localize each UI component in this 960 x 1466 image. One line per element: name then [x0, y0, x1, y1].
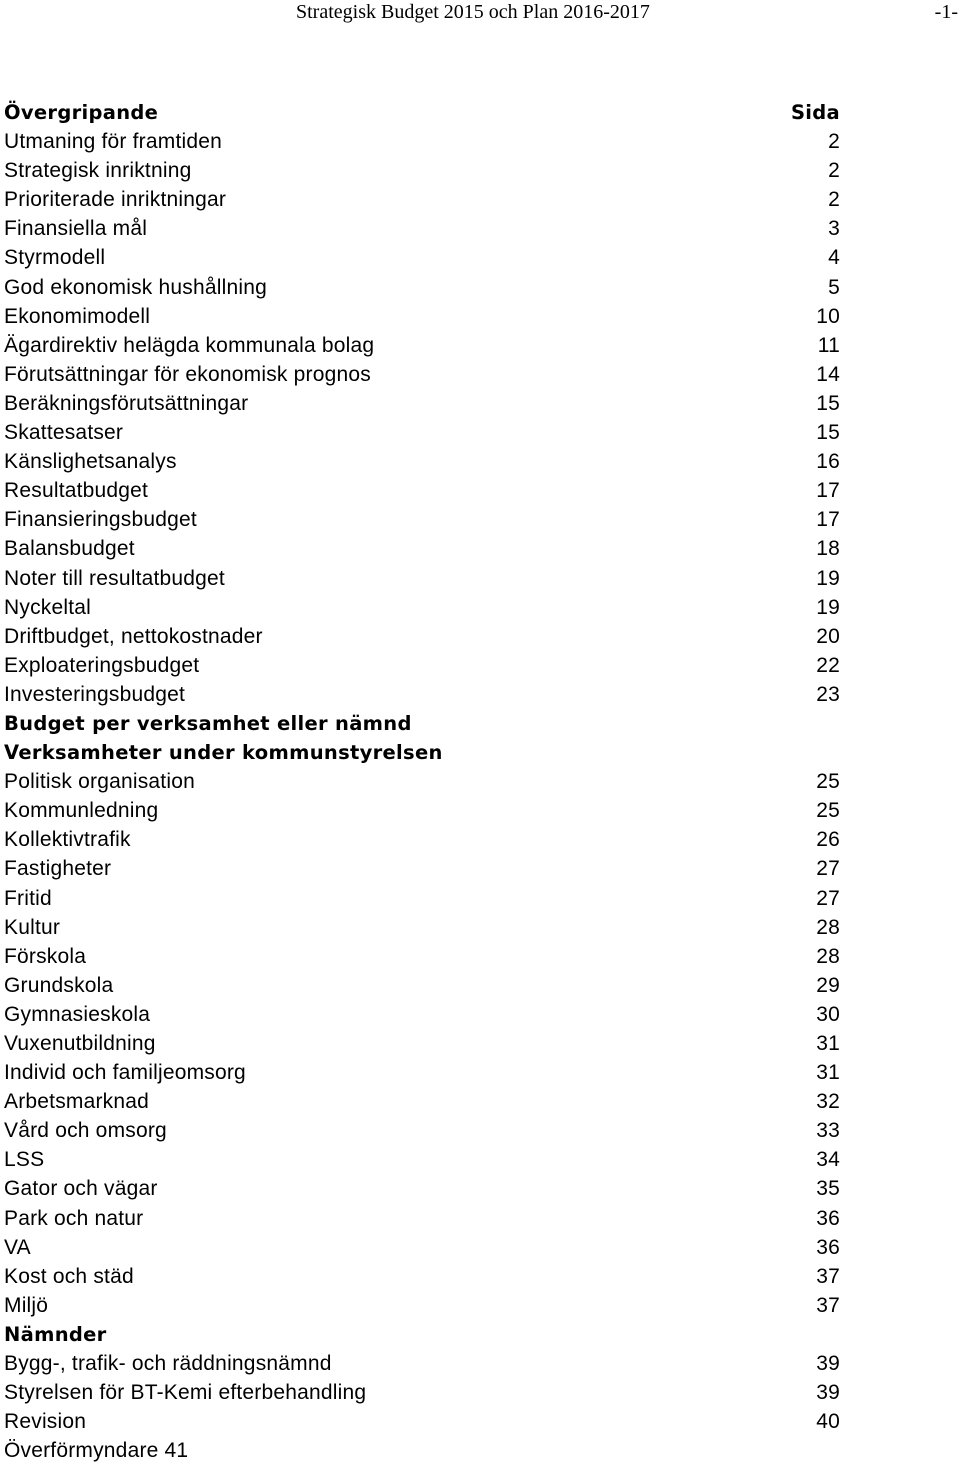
toc-entry-page: 23: [816, 682, 840, 706]
toc-entry-page: 5: [828, 275, 840, 299]
toc-entry-page: 2: [828, 188, 840, 212]
toc-entry-page: 28: [816, 944, 840, 968]
toc-entry: [4, 651, 840, 680]
toc-entry: [4, 389, 840, 418]
toc-entry-label: Finansieringsbudget: [4, 508, 197, 532]
toc-entry-page: 30: [816, 1002, 840, 1026]
toc-entry-label: Arbetsmarknad: [4, 1090, 149, 1114]
toc-entry: [4, 185, 840, 214]
toc-entry-label: VA: [4, 1235, 31, 1259]
toc-section-heading: [4, 1320, 840, 1349]
toc-entry: [4, 1000, 840, 1029]
toc-entry: [4, 418, 840, 447]
toc-entry-label: Ägardirektiv helägda kommunala bolag: [4, 333, 375, 357]
toc-entry: [4, 1087, 840, 1116]
document-title: Strategisk Budget 2015 och Plan 2016-2017: [296, 1, 650, 23]
toc-entry-page: 29: [816, 973, 840, 997]
toc-entry-page: 33: [816, 1119, 840, 1143]
toc-entry-label: Balansbudget: [4, 537, 135, 561]
toc-entry-page: 25: [816, 799, 840, 823]
toc-entry-page: 16: [816, 450, 840, 474]
toc-entry-page: 17: [816, 479, 840, 503]
page-number: -1-: [934, 1, 958, 23]
toc-entry-page: 4: [828, 246, 840, 270]
toc-entry-label: Förskola: [4, 944, 87, 968]
toc-entry: [4, 825, 840, 854]
toc-entry: [4, 971, 840, 1000]
toc-entry-label: Övergripande: [4, 101, 159, 124]
toc-entry: [4, 1262, 840, 1291]
toc-entry: [4, 913, 840, 942]
toc-entry: [4, 273, 840, 302]
toc-entry-page: 39: [816, 1381, 840, 1405]
toc-entry-label: Kost och städ: [4, 1264, 134, 1288]
toc-entry-label: Styrmodell: [4, 246, 106, 270]
toc-entry-label: Styrelsen för BT-Kemi efterbehandling: [4, 1381, 367, 1405]
toc-entry-label: Park och natur: [4, 1206, 144, 1230]
toc-entry: [4, 156, 840, 185]
toc-entry-page: 14: [816, 362, 840, 386]
toc-entry: [4, 214, 840, 243]
toc-entry: [4, 1116, 840, 1145]
toc-entry-label: Skattesatser: [4, 421, 124, 445]
toc-entry-label: LSS: [4, 1148, 45, 1172]
toc-entry: [4, 680, 840, 709]
toc-entry-page: 2: [828, 159, 840, 183]
toc-entry: [4, 593, 840, 622]
toc-section-heading: [4, 738, 840, 767]
toc-entry: [4, 564, 840, 593]
toc-entry: [4, 302, 840, 331]
toc-entry: [4, 447, 840, 476]
toc-entry-page: 19: [816, 566, 840, 590]
toc-entry-page: 22: [816, 653, 840, 677]
toc-entry-page: 19: [816, 595, 840, 619]
toc-entry-page: 31: [816, 1032, 840, 1055]
toc-entry-label: Vuxenutbildning: [4, 1032, 156, 1055]
toc-entry-label: Politisk organisation: [4, 770, 195, 794]
toc-entry: [4, 331, 840, 360]
toc-entry-label: Nyckeltal: [4, 595, 91, 619]
toc-entry-label: Förutsättningar för ekonomisk prognos: [4, 362, 371, 386]
toc-entry-page: 3: [828, 217, 840, 241]
toc-entry: [4, 796, 840, 825]
toc-entry: [4, 534, 840, 563]
toc-entry-label: Finansiella mål: [4, 217, 148, 241]
toc-entry: [4, 1145, 840, 1174]
toc-entry: [4, 1058, 840, 1087]
toc-entry-label: Strategisk inriktning: [4, 159, 192, 183]
toc-entry: [4, 476, 840, 505]
toc-entry-label: Ekonomimodell: [4, 304, 151, 328]
toc-entry-page: 17: [816, 508, 840, 532]
toc-entry-page: 28: [816, 915, 840, 939]
toc-entry-page: 39: [816, 1352, 840, 1376]
toc-entry-label: Exploateringsbudget: [4, 653, 200, 677]
toc-entry-label: Beräkningsförutsättningar: [4, 391, 249, 415]
toc-entry-label: Individ och familjeomsorg: [4, 1061, 246, 1085]
toc-entry-page: 32: [816, 1090, 840, 1114]
toc-entry-page: 15: [816, 391, 840, 415]
toc-entry-page: 37: [816, 1293, 840, 1317]
toc-entry-label: Fastigheter: [4, 857, 112, 881]
toc-entry-label: Revision: [4, 1410, 87, 1434]
toc-entry-page: 31: [816, 1061, 840, 1085]
toc-entry-label: Känslighetsanalys: [4, 450, 177, 474]
toc-entry: [4, 942, 840, 971]
toc-entry: [4, 622, 840, 651]
toc-entry: [4, 127, 840, 156]
toc-entry-page: 34: [816, 1148, 840, 1172]
toc-entry-page: 37: [816, 1264, 840, 1288]
toc-page-column-header: Sida: [790, 101, 840, 124]
toc-entry-label: Miljö: [4, 1293, 49, 1317]
toc-entry-page: 2: [828, 130, 840, 154]
toc-entry-label: Budget per verksamhet eller nämnd: [4, 711, 412, 735]
table-of-contents: [4, 98, 840, 1465]
toc-entry: [4, 1174, 840, 1203]
toc-entry-label: Bygg-, trafik- och räddningsnämnd: [4, 1352, 332, 1376]
toc-entry-label: Nämnder: [4, 1322, 107, 1346]
toc-entry-page: 25: [816, 770, 840, 794]
toc-entry: [4, 1407, 840, 1436]
toc-entry-page: 40: [816, 1410, 840, 1434]
toc-entry-page: 20: [816, 624, 840, 648]
toc-entry: [4, 505, 840, 534]
toc-entry-label: Kommunledning: [4, 799, 159, 823]
toc-entry: [4, 1349, 840, 1378]
toc-entry-page: 35: [816, 1177, 840, 1201]
toc-entry-label: Resultatbudget: [4, 479, 149, 503]
toc-entry-page: 27: [816, 857, 840, 881]
toc-entry: [4, 767, 840, 796]
toc-entry-label: Vård och omsorg: [4, 1119, 167, 1143]
toc-entry-label: Överförmyndare 41: [4, 1439, 189, 1463]
toc-entry-label: Investeringsbudget: [4, 682, 186, 706]
toc-entry-page: 26: [816, 828, 840, 852]
toc-entry-label: Verksamheter under kommunstyrelsen: [4, 741, 443, 765]
page-header: [0, 0, 960, 26]
toc-entry: [4, 1204, 840, 1233]
toc-entry: [4, 884, 840, 913]
toc-entry: [4, 360, 840, 389]
toc-entry-label: Utmaning för framtiden: [4, 130, 222, 154]
toc-entry-page: 11: [817, 333, 840, 357]
toc-entry: [4, 854, 840, 883]
toc-entry-label: Gator och vägar: [4, 1177, 158, 1201]
toc-entry-label: Gymnasieskola: [4, 1002, 151, 1026]
toc-entry-label: Driftbudget, nettokostnader: [4, 624, 263, 648]
toc-entry-page: 15: [816, 421, 840, 445]
toc-entry-page: 10: [816, 304, 840, 328]
toc-entry-label: Prioriterade inriktningar: [4, 188, 227, 212]
toc-entry: [4, 243, 840, 272]
toc-entry: [4, 1029, 840, 1058]
toc-entry-label: Kultur: [4, 915, 61, 939]
toc-entry-label: Kollektivtrafik: [4, 828, 131, 852]
toc-entry-label: God ekonomisk hushållning: [4, 275, 267, 299]
toc-entry-page: 36: [816, 1235, 840, 1259]
toc-entry: [4, 1378, 840, 1407]
toc-entry-label: Grundskola: [4, 973, 114, 997]
toc-entry: [4, 1291, 840, 1320]
toc-entry-label: Noter till resultatbudget: [4, 566, 225, 590]
toc-section-heading: [4, 709, 840, 738]
toc-entry-page: 27: [816, 886, 840, 910]
toc-entry: [4, 1436, 840, 1465]
toc-entry: [4, 1233, 840, 1262]
toc-entry-label: Fritid: [4, 886, 52, 910]
toc-entry-page: 36: [816, 1206, 840, 1230]
toc-entry-page: 18: [816, 537, 840, 561]
toc-section-heading: [4, 98, 840, 127]
